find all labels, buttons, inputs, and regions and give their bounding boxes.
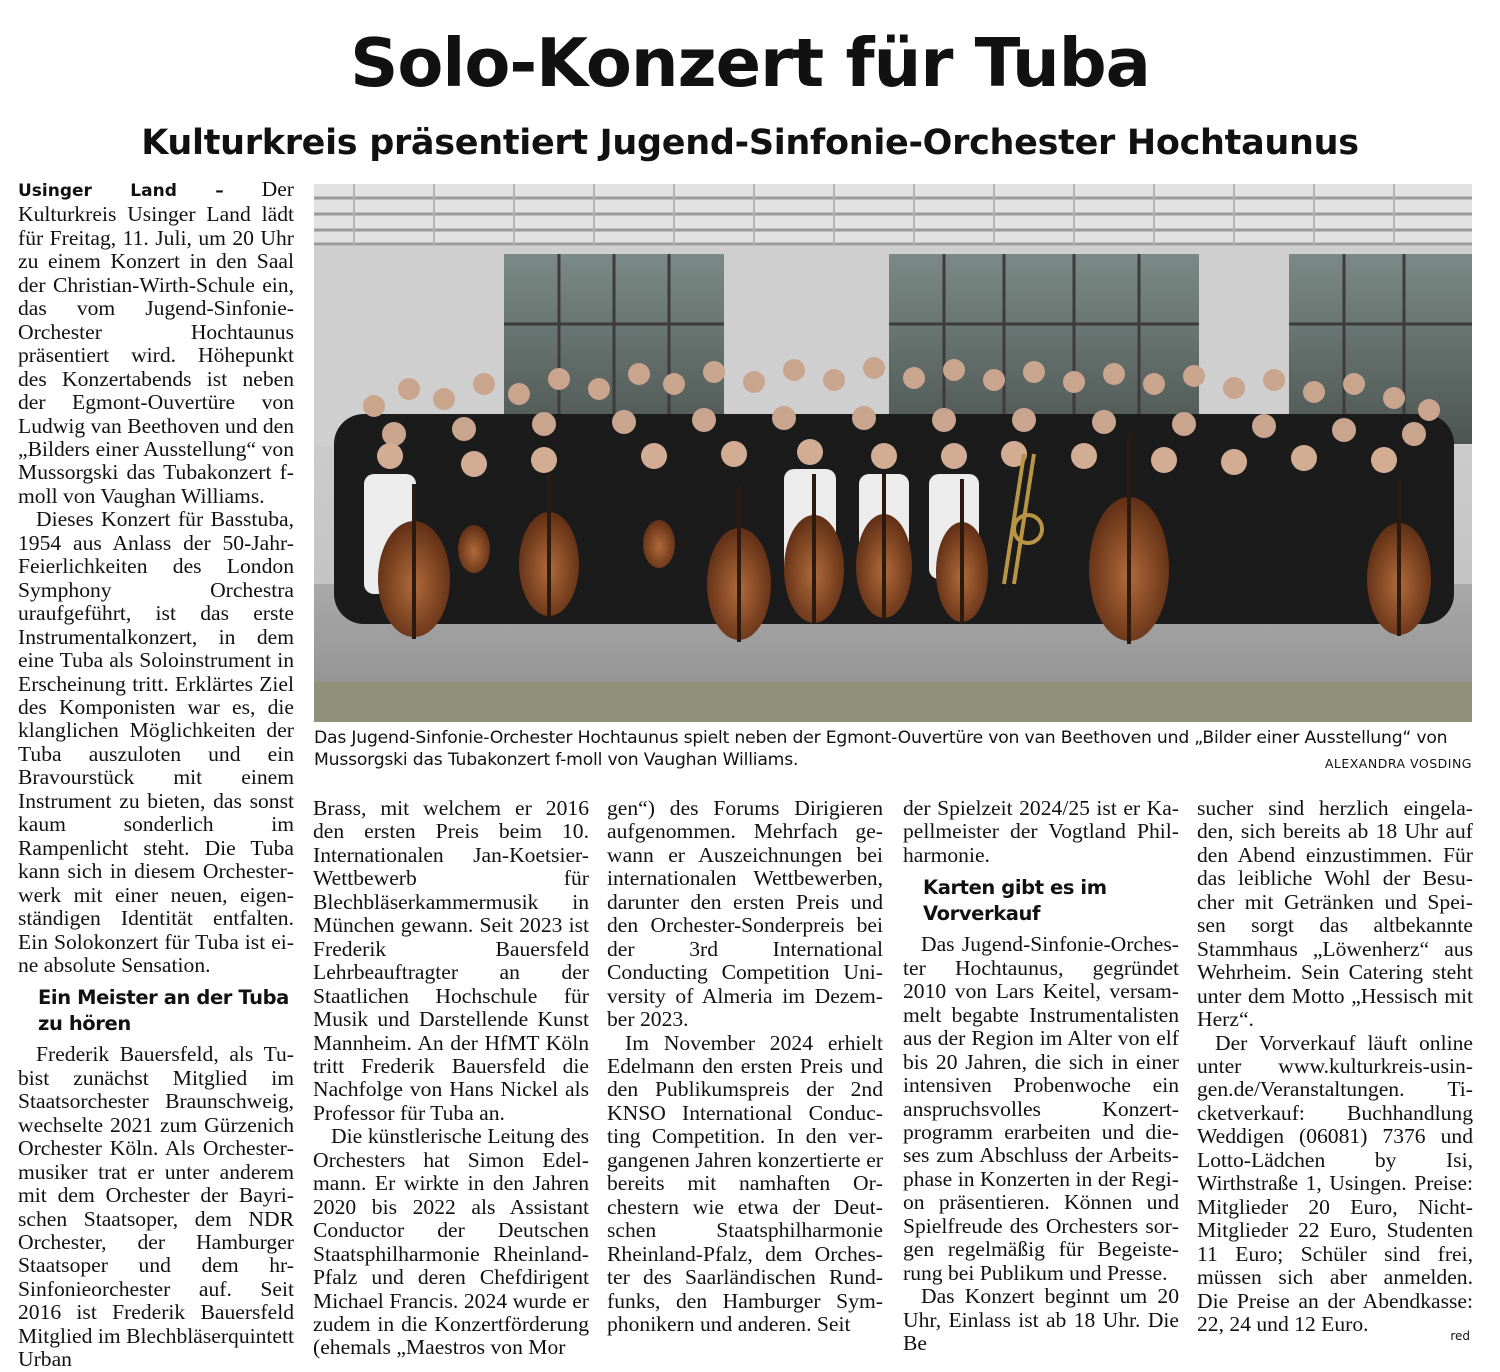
paragraph-brass: Brass, mit welchem er 2016 den ersten Preis beim 10. Internationalen Jan-Koetsier-Wettbewerb für Blechbläserkammermusik in München gewann. Seit 2023 ist Frederik Bauersfeld Lehrbeauftragter an der Staatlichen Hochschule für Musik und Darstellende Kunst Mannheim. An der HfMT Köln tritt Frederik Bauersfeld die Nachfolge von Hans Nickel als Professor für Tuba an. (313, 796, 589, 1125)
paragraph-basstuba: Dieses Konzert für Basstuba, 1954 aus Anlass der 50-Jahr-Feierlichkeiten des London Symphony Orchestra uraufgeführt, ist das erste Instrumentalkonzert, in dem eine Tuba als Soloinstrument in Erscheinung tritt. Erklärtes Ziel des Komponisten war es, die klanglichen Möglichkeiten der Tuba auszuloten und ein Bravourstück mit einem Instrument zu bieten, das sonst kaum sonderlich im Rampenlicht steht. Die Tuba kann sich in diesem Orchesterwerk mit einer neuen, eigenständigen Identität entfalten. Ein Solokonzert für Tuba ist eine absolute Sensation. (18, 507, 294, 977)
lead-paragraph (18, 178, 294, 508)
paragraph-orchester: Das Jugend-Sinfonie-Orchester Hochtaunus, gegründet 2010 von Lars Keitel, versammelt begabte Instrumentalisten aus der Region im Alter von elf bis 20 Jahren, die sich in einer intensiven Probenwoche ein anspruchsvolles Konzertprogramm erarbeiten und dieses zum Abschluss der Arbeitsphase in Konzerten in der Region präsentieren. Können und Spielfreude des Orchesters sorgen regelmäßig für Begeisterung bei Publikum und Presse. (903, 932, 1179, 1285)
column-3 (607, 797, 883, 1336)
orchestra-photo (314, 184, 1472, 722)
column-1 (18, 178, 294, 1372)
photo-caption: Das Jugend-Sinfonie-Orchester Hochtaunus spielt neben der Egmont-Ouvertüre von van Beethoven und „Bilder einer Ausstellung“ von Mussorgski das Tubakonzert f-moll von Vaughan Williams. (314, 728, 1448, 770)
paragraph-spielzeit: der Spielzeit 2024/25 ist er Kapellmeister der Vogtland Philharmonie. (903, 796, 1179, 867)
headline: Solo-Konzert für Tuba (350, 24, 1150, 102)
paragraph-november: Im November 2024 erhielt Edelmann den ersten Preis und den Publikumspreis der 2nd KNSO International Conducting Competition. In den vergangenen Jahren konzertierte er bereits mit namhaften Orchestern wie etwa der Deutschen Staatsphilharmonie Rheinland-Pfalz, dem Orchester des Saarländischen Rundfunks, den Hamburger Symphonikern und anderen. Seit (607, 1030, 883, 1336)
photo-credit: ALEXANDRA VOSDING (1324, 756, 1472, 771)
subheadline: Kulturkreis präsentiert Jugend-Sinfonie-Orchester Hochtaunus (141, 123, 1359, 163)
dateline: Usinger Land – (18, 181, 224, 201)
paragraph-leitung: Die künstlerische Leitung des Orchesters hat Simon Edelmann. Er wirkte in den Jahren 2020 bis 2022 als Assistant Conductor der Deutschen Staatsphilharmonie Rheinland-Pfalz und deren Chefdirigent Michael Francis. 2024 wurde er zudem in die Konzertförderung (ehemals „Maestros von Mor (313, 1124, 589, 1360)
lead-text: Der Kulturkreis Usinger Land lädt für Freitag, 11. Juli, um 20 Uhr zu einem Konzert in den Saal der Christian-Wirth-Schule ein, das vom Jugend-Sinfonie-Orchester Hochtaunus präsentiert wird. Höhepunkt des Konzertabends ist neben der Egmont-Ouvertüre von Ludwig van Beethoven und den „Bilders einer Ausstellung“ von Mussorgski das Tubakonzert f-moll von Vaughan Williams. (18, 177, 294, 508)
column-5 (1197, 797, 1473, 1336)
column-4 (903, 797, 1179, 1356)
paragraph-forum: gen“) des Forums Dirigieren aufgenommen. Mehrfach gewann er Auszeichnungen bei internationalen Wettbewerben, darunter den ersten Preis und den Orchester-Sonderpreis bei der 3rd International Conducting Competition University of Almeria im Dezember 2023. (607, 796, 883, 1032)
paragraph-vorverkauf: Der Vorverkauf läuft online unter www.kulturkreis-usingen.de/Veranstaltungen. Ticketverkauf: Buchhandlung Weddigen (06081) 7376 und Lotto-Lädchen by Isi, Wirthstraße 1, Usingen. Preise: Mitglieder 20 Euro, Nicht-Mitglieder 22 Euro, Studenten 11 Euro; Schüler sind frei, müssen sich aber anmelden. Die Preise an der Abendkasse: 22, 24 und 12 Euro. (1197, 1030, 1473, 1336)
crosshead-karten: Karten gibt es im Vorverkauf (923, 876, 1107, 926)
orchestra-group-image (314, 184, 1472, 722)
crosshead-meister: Ein Meister an der Tuba zu hören (38, 986, 289, 1036)
paragraph-bauersfeld: Frederik Bauersfeld, als Tubist zunächst Mitglied im Staatsorchester Braunschweig, wechselte 2021 zum Gürzenich Orchester Köln. Als Orchestermusiker trat er unter anderem mit dem Orchester der Bayrischen Staatsoper, dem NDR Orchester, der Hamburger Staatsoper und dem hr-Sinfonieorchester auf. Seit 2016 ist Frederik Bauersfeld Mitglied im Blechbläserquintett Urban (18, 1042, 294, 1372)
column-2 (313, 797, 589, 1360)
paragraph-konzertbeginn: Das Konzert beginnt um 20 Uhr, Einlass ist ab 18 Uhr. Die Be (903, 1284, 1179, 1356)
author-tag: red (1450, 1329, 1470, 1343)
paragraph-besucher: sucher sind herzlich eingeladen, sich bereits ab 18 Uhr auf den Abend einzustimmen. Für das leibliche Wohl der Besucher mit Getränken und Speisen sorgt das altbekannte Stammhaus „Löwenherz“ aus Wehrheim. Sein Catering steht unter dem Motto „Hessisch mit Herz“. (1197, 796, 1473, 1032)
